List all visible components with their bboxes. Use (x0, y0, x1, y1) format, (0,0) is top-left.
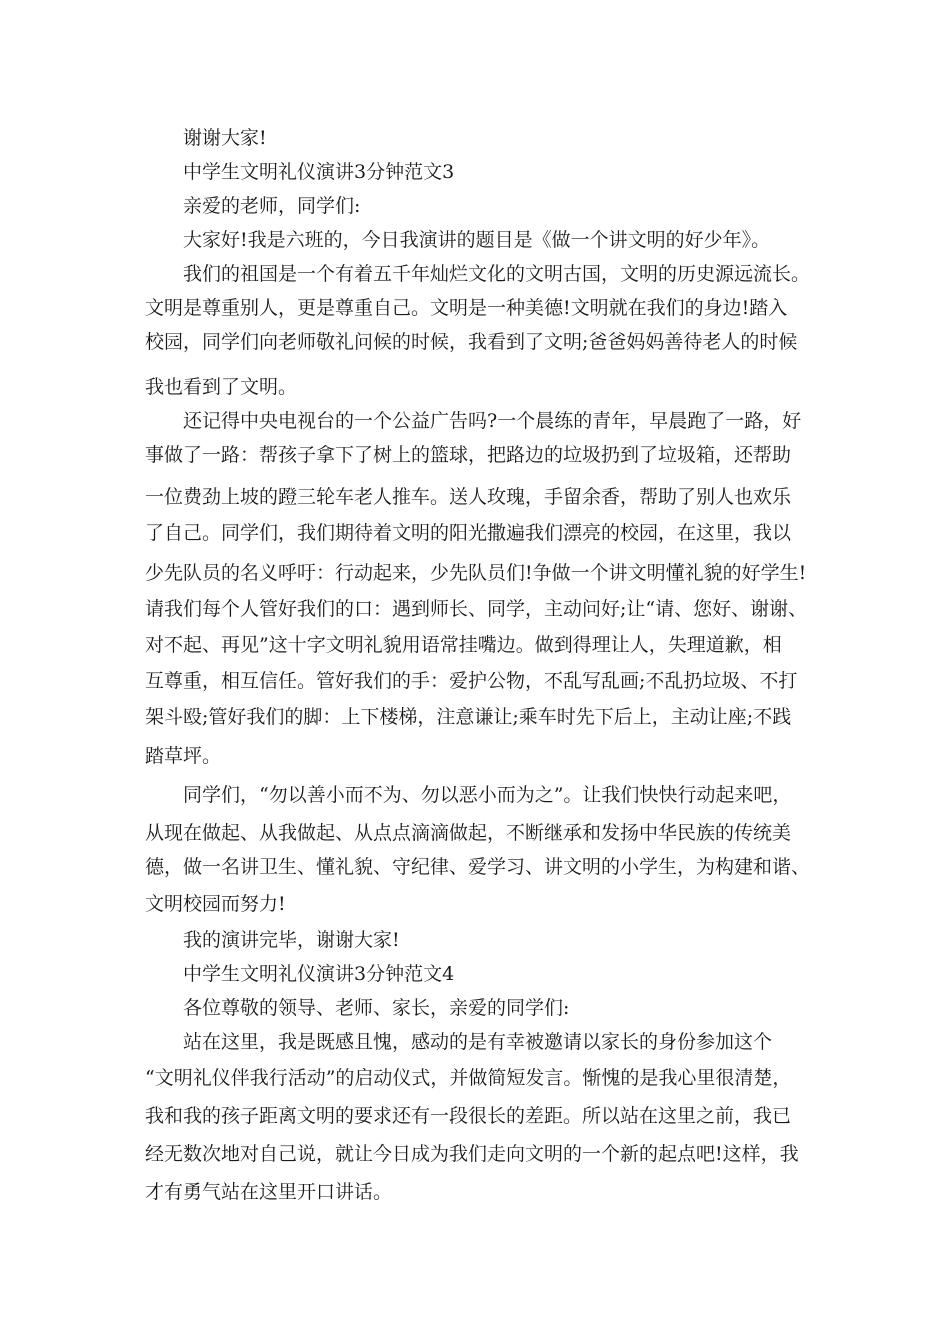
text-line: “文明礼仪伴我行活动”的启动仪式，并做简短发言。惭愧的是我心里很清楚， (145, 1067, 792, 1089)
text-line: 事做了一路：帮孩子拿下了树上的篮球，把路边的垃圾扔到了垃圾箱，还帮助 (145, 444, 792, 466)
text-line: 大家好!我是六班的，今日我演讲的题目是《做一个讲文明的好少年》。 (183, 229, 771, 251)
text-line: 才有勇气站在这里开口讲话。 (145, 1181, 393, 1203)
text-line: 架斗殴;管好我们的脚：上下楼梯，注意谦让;乘车时先下后上，主动让座;不践 (145, 706, 792, 728)
text-line: 德，做一名讲卫生、懂礼貌、守纪律、爱学习、讲文明的小学生，为构建和谐、 (145, 856, 811, 878)
text-line: 文明是尊重别人，更是尊重自己。文明是一种美德!文明就在我们的身边!踏入 (145, 297, 788, 319)
text-line: 一位费劲上坡的蹬三轮车老人推车。送人玫瑰，手留余香，帮助了别人也欢乐 (145, 486, 792, 508)
text-line: 我也看到了文明。 (145, 376, 298, 398)
section-title: 中学生文明礼仪演讲3分钟范文4 (183, 963, 455, 985)
text-line: 亲爱的老师，同学们: (183, 195, 361, 217)
text-line: 同学们，“勿以善小而不为、勿以恶小而为之”。让我们快快行动起来吧， (183, 784, 792, 806)
text-line: 谢谢大家! (183, 127, 267, 149)
text-line: 我的演讲完毕，谢谢大家! (183, 929, 400, 951)
text-line: 互尊重，相互信任。管好我们的手：爱护公物，不乱写乱画;不乱扔垃圾、不打 (145, 670, 798, 692)
text-line: 各位尊敬的领导、老师、家长，亲爱的同学们: (183, 997, 570, 1019)
text-line: 文明校园而努力! (145, 893, 286, 915)
text-line: 校园，同学们向老师敬礼问候的时候，我看到了文明;爸爸妈妈善待老人的时候 (145, 331, 798, 353)
text-line: 经无数次地对自己说，就让今日成为我们走向文明的一个新的起点吧!这样，我 (145, 1143, 799, 1165)
text-line: 我们的祖国是一个有着五千年灿烂文化的文明古国，文明的历史源远流长。 (183, 263, 811, 285)
text-line: 对不起、再见”这十字文明礼貌用语常挂嘴边。做到得理让人，失理道歉，相 (145, 634, 782, 656)
text-line: 了自己。同学们，我们期待着文明的阳光撒遍我们漂亮的校园，在这里，我以 (145, 522, 792, 544)
section-title: 中学生文明礼仪演讲3分钟范文3 (183, 161, 455, 183)
text-line: 还记得中央电视台的一个公益广告吗?一个晨练的青年，早晨跑了一路，好 (183, 410, 802, 432)
text-line: 少先队员的名义呼吁：行动起来，少先队员们!争做一个讲文明懂礼貌的好学生! (145, 562, 807, 584)
text-line: 从现在做起、从我做起、从点点滴滴做起，不断继承和发扬中华民族的传统美 (145, 822, 792, 844)
text-line: 站在这里，我是既感且愧，感动的是有幸被邀请以家长的身份参加这个 (183, 1031, 773, 1053)
text-line: 我和我的孩子距离文明的要求还有一段很长的差距。所以站在这里之前，我已 (145, 1105, 792, 1127)
text-line: 踏草坪。 (145, 745, 222, 767)
text-line: 请我们每个人管好我们的口：遇到师长、同学，主动问好;让“请、您好、谢谢、 (145, 598, 808, 620)
